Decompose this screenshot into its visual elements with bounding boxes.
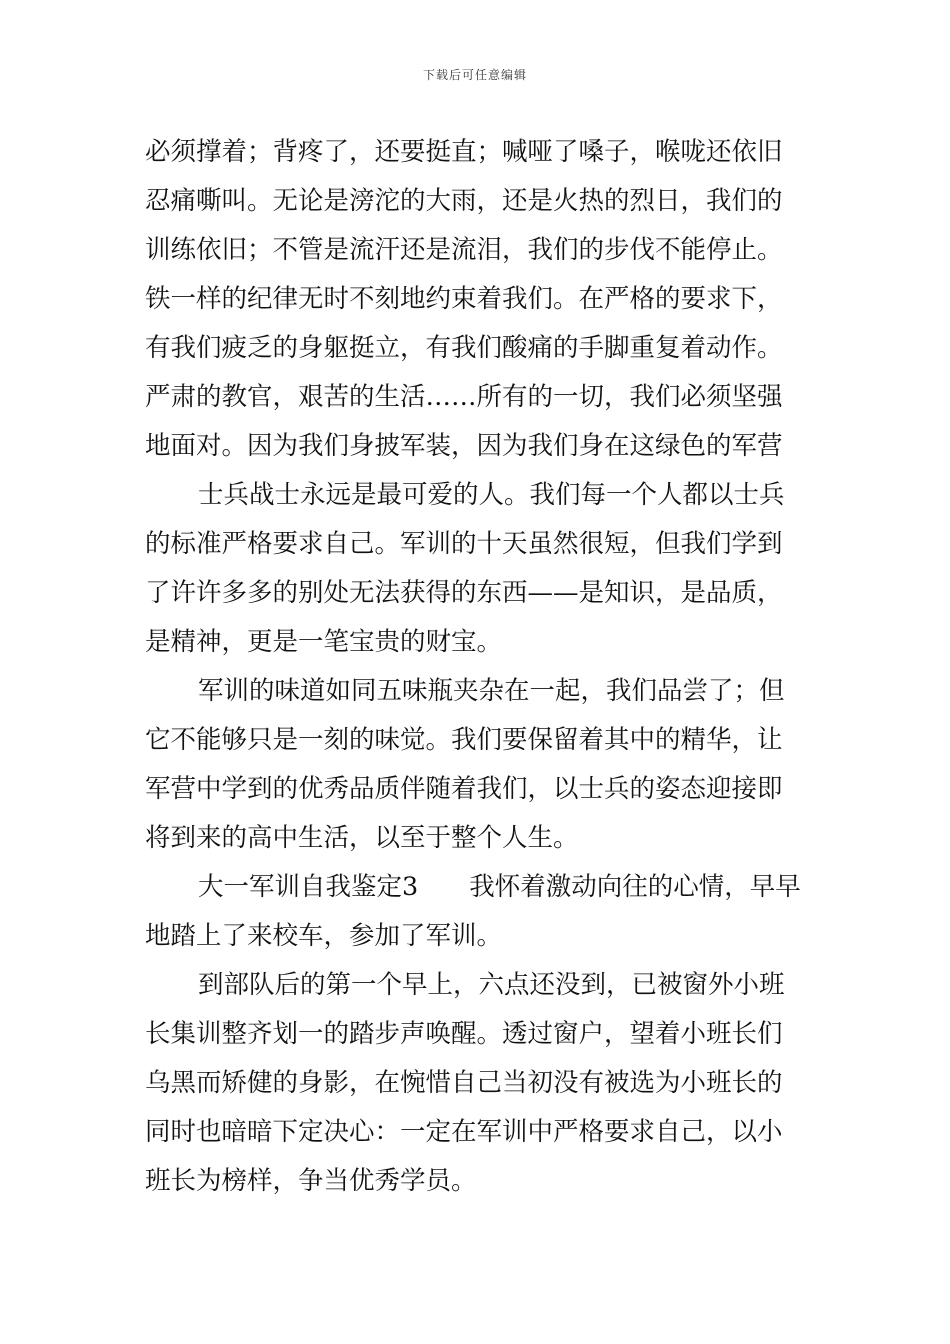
text-line: 训练依旧；不管是流汗还是流泪，我们的步伐不能停止。 (145, 235, 783, 265)
document-body (145, 128, 807, 1206)
text-line: 忍痛嘶叫。无论是滂沱的大雨，还是火热的烈日，我们的 (145, 186, 783, 216)
text-line: 地踏上了来校车，参加了军训。 (145, 921, 503, 951)
text-line: 地面对。因为我们身披军装，因为我们身在这绿色的军营 (145, 431, 783, 461)
text-line: 乌黑而矫健的身影，在惋惜自己当初没有被选为小班长的 (145, 1068, 783, 1098)
text-line: 严肃的教官，艰苦的生活……所有的一切，我们必须坚强 (145, 382, 783, 412)
text-line: 必须撑着；背疼了，还要挺直；喊哑了嗓子，喉咙还依旧 (145, 137, 783, 167)
text-line: 它不能够只是一刻的味觉。我们要保留着其中的精华，让 (145, 725, 783, 755)
text-line: 长集训整齐划一的踏步声唤醒。透过窗户，望着小班长们 (145, 1019, 783, 1049)
paragraph-first-line: 士兵战士永远是最可爱的人。我们每一个人都以士兵 (198, 480, 785, 510)
paragraph-first-line: 军训的味道如同五味瓶夹杂在一起，我们品尝了；但 (198, 676, 785, 706)
paragraph-first-line: 大一军训自我鉴定3 我怀着激动向往的心情，早早 (198, 872, 801, 902)
text-line: 将到来的高中生活，以至于整个人生。 (145, 823, 579, 853)
text-line: 的标准严格要求自己。军训的十天虽然很短，但我们学到 (145, 529, 783, 559)
text-line: 铁一样的纪律无时不刻地约束着我们。在严格的要求下， (145, 284, 783, 314)
text-line: 了许许多多的别处无法获得的东西——是知识，是品质， (145, 578, 783, 608)
paragraph-first-line: 到部队后的第一个早上，六点还没到，已被窗外小班 (198, 970, 785, 1000)
page-header: 下载后可任意编辑 (422, 68, 527, 82)
text-line: 有我们疲乏的身躯挺立，有我们酸痛的手脚重复着动作。 (145, 333, 783, 363)
text-line: 是精神，更是一笔宝贵的财宝。 (145, 627, 503, 657)
text-line: 军营中学到的优秀品质伴随着我们，以士兵的姿态迎接即 (145, 774, 783, 804)
text-line: 同时也暗暗下定决心：一定在军训中严格要求自己，以小 (145, 1117, 783, 1147)
text-line: 班长为榜样，争当优秀学员。 (145, 1166, 477, 1196)
